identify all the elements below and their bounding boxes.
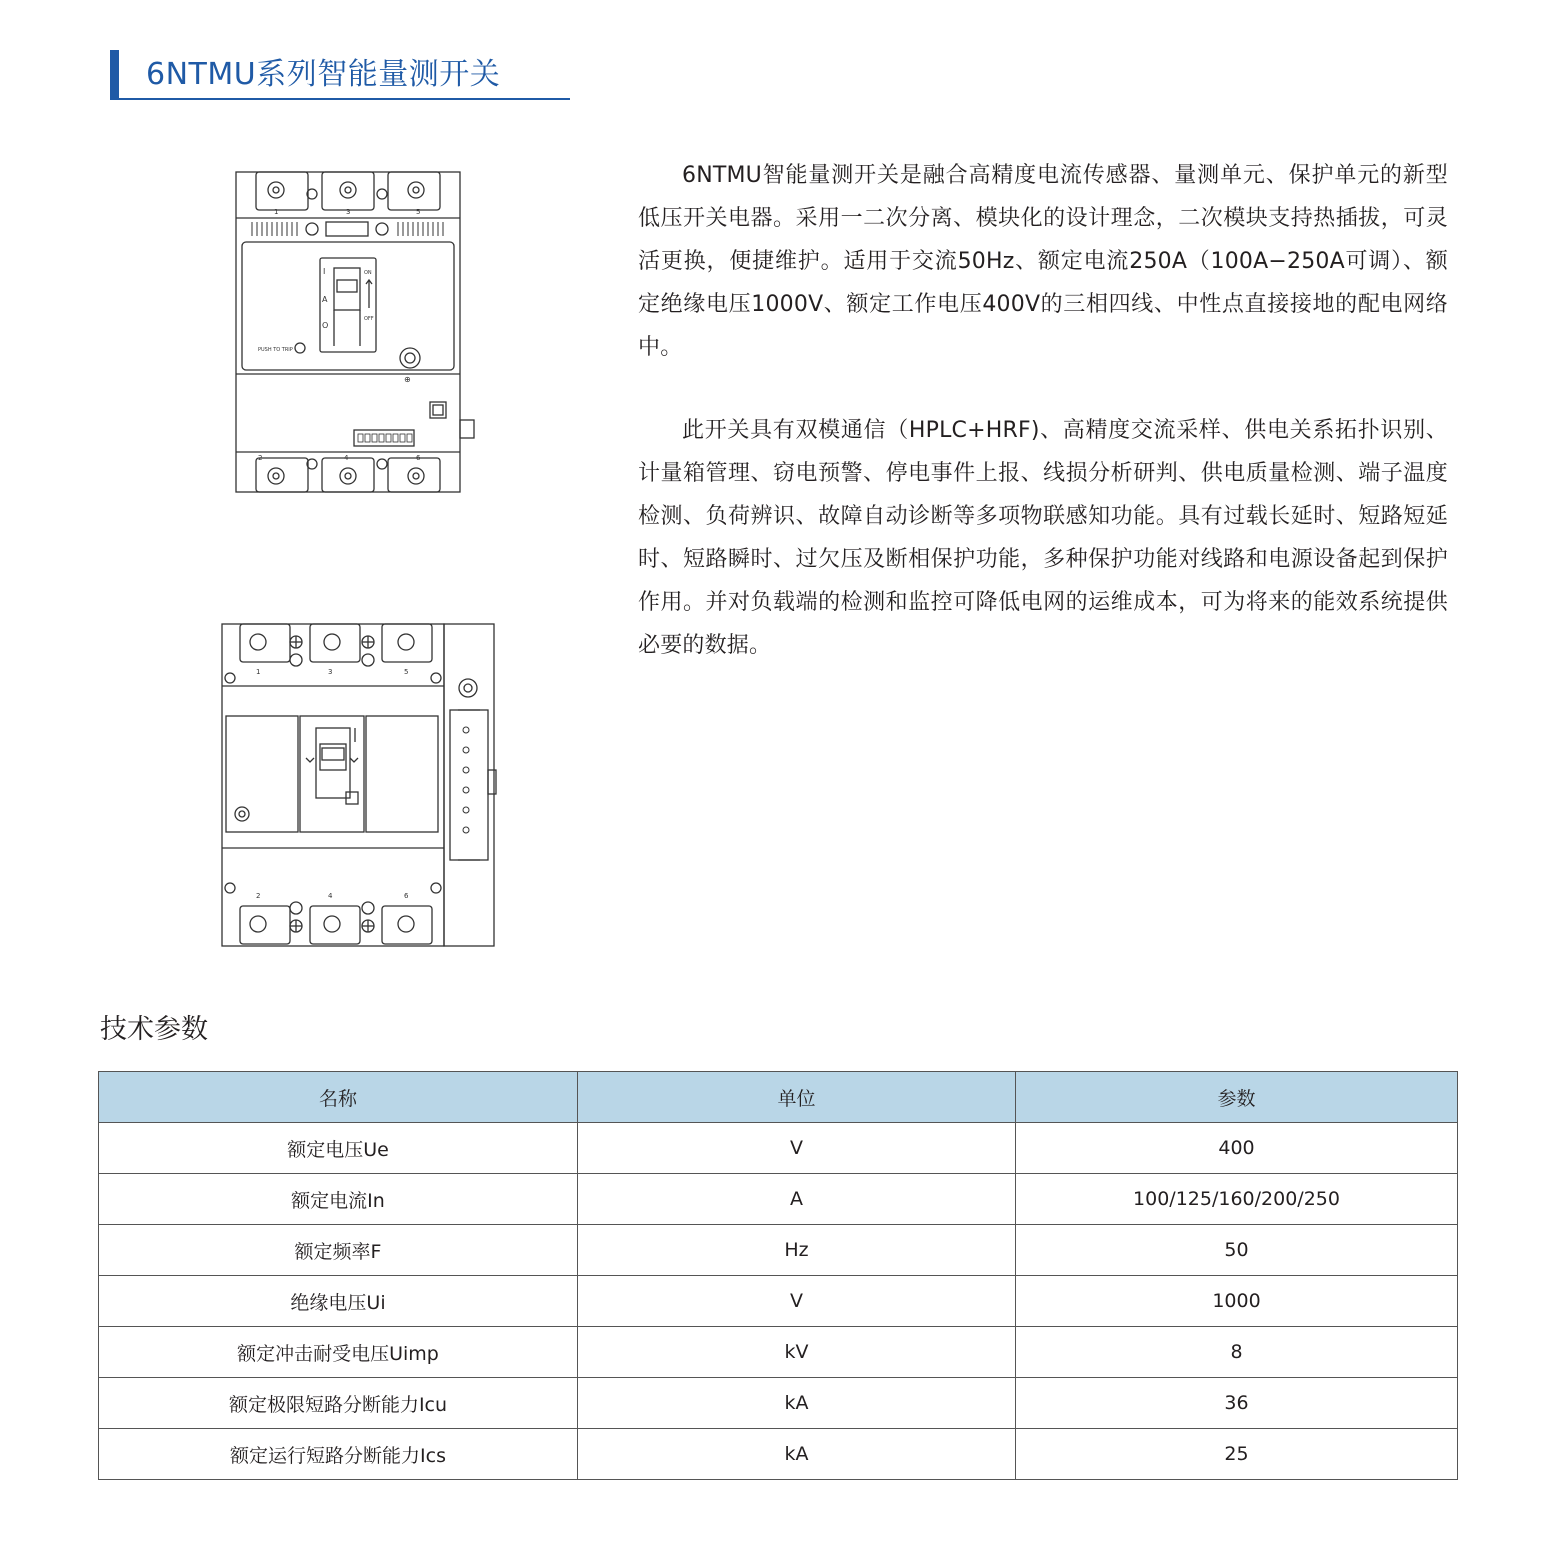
top-terminal-label-1: 1 xyxy=(274,208,279,216)
bottom-terminal-label-4: 4 xyxy=(344,454,349,462)
table-cell: A xyxy=(578,1174,1016,1225)
column-header-name: 名称 xyxy=(99,1072,578,1123)
table-cell: 额定电流In xyxy=(99,1174,578,1225)
page-title: 6NTMU系列智能量测开关 xyxy=(146,57,501,92)
table-cell: 8 xyxy=(1016,1327,1458,1378)
section-title: 技术参数 xyxy=(100,1014,208,1045)
handle-mark-auto: A xyxy=(322,295,328,304)
table-cell: 100/125/160/200/250 xyxy=(1016,1174,1458,1225)
table-row xyxy=(99,1429,1458,1480)
table-cell: kA xyxy=(578,1378,1016,1429)
table-cell: 1000 xyxy=(1016,1276,1458,1327)
table-cell: V xyxy=(578,1123,1016,1174)
table-header-row xyxy=(99,1072,1458,1123)
top-terminal-label-5: 5 xyxy=(416,208,421,216)
table-cell: 400 xyxy=(1016,1123,1458,1174)
table-cell: 50 xyxy=(1016,1225,1458,1276)
header-accent-bar xyxy=(110,50,119,100)
push-to-trip-label: PUSH TO TRIP xyxy=(258,347,293,353)
table-cell: 额定运行短路分断能力Ics xyxy=(99,1429,578,1480)
column-header-value: 参数 xyxy=(1016,1072,1458,1123)
description-paragraph: 6NTMU智能量测开关是融合高精度电流传感器、量测单元、保护单元的新型低压开关电器。采用一二次分离、模块化的设计理念，二次模块支持热插拔，可灵活更换，便捷维护。适用于交流50Hz、额定电流250A（100A−250A可调）、额定绝缘电压1000V、额定工作电压400V的三相四线、中性点直接接地的配电网络中。 xyxy=(638,163,1448,360)
table-row xyxy=(99,1378,1458,1429)
top-terminal-label-5: 5 xyxy=(404,668,409,676)
table-cell: V xyxy=(578,1276,1016,1327)
table-cell: 36 xyxy=(1016,1378,1458,1429)
table-cell: kV xyxy=(578,1327,1016,1378)
table-row xyxy=(99,1276,1458,1327)
table-cell: 额定频率F xyxy=(99,1225,578,1276)
handle-mark-off: O xyxy=(322,321,329,330)
table-cell: 额定冲击耐受电压Uimp xyxy=(99,1327,578,1378)
table-cell: 额定电压Ue xyxy=(99,1123,578,1174)
table-row xyxy=(99,1123,1458,1174)
bottom-terminal-label-4: 4 xyxy=(328,892,333,900)
table-cell: 额定极限短路分断能力Icu xyxy=(99,1378,578,1429)
description-paragraph: 此开关具有双模通信（HPLC+HRF)、高精度交流采样、供电关系拓扑识别、计量箱管理、窃电预警、停电事件上报、线损分析研判、供电质量检测、端子温度检测、负荷辨识、故障自动诊断等多项物联感知功能。具有过载长延时、短路短延时、短路瞬时、过欠压及断相保护功能，多种保护功能对线路和电源设备起到保护作用。并对负载端的检测和监控可降低电网的运维成本，可为将来的能效系统提供必要的数据。 xyxy=(638,418,1448,658)
handle-mark-on: I xyxy=(323,267,326,276)
bottom-terminal-label-2: 2 xyxy=(256,892,261,900)
handle-off-label: OFF xyxy=(364,316,374,322)
bottom-terminal-label-6: 6 xyxy=(404,892,409,900)
breaker-module-drawing xyxy=(218,620,498,950)
table-row xyxy=(99,1225,1458,1276)
table-cell: Hz xyxy=(578,1225,1016,1276)
column-header-unit: 单位 xyxy=(578,1072,1016,1123)
top-terminal-label-3: 3 xyxy=(346,208,351,216)
svg-text:⊕: ⊕ xyxy=(404,375,411,384)
handle-on-label: ON xyxy=(364,270,372,276)
table-cell: 绝缘电压Ui xyxy=(99,1276,578,1327)
page-header xyxy=(110,50,570,100)
top-terminal-label-1: 1 xyxy=(256,668,261,676)
spec-table xyxy=(98,1071,1458,1480)
breaker-front-drawing xyxy=(230,168,480,498)
table-row xyxy=(99,1174,1458,1225)
bottom-terminal-label-6: 6 xyxy=(416,454,421,462)
product-description xyxy=(638,154,1448,667)
bottom-terminal-label-2: 2 xyxy=(258,454,263,462)
top-terminal-label-3: 3 xyxy=(328,668,333,676)
header-underline xyxy=(110,98,570,100)
table-row xyxy=(99,1327,1458,1378)
table-cell: 25 xyxy=(1016,1429,1458,1480)
table-cell: kA xyxy=(578,1429,1016,1480)
